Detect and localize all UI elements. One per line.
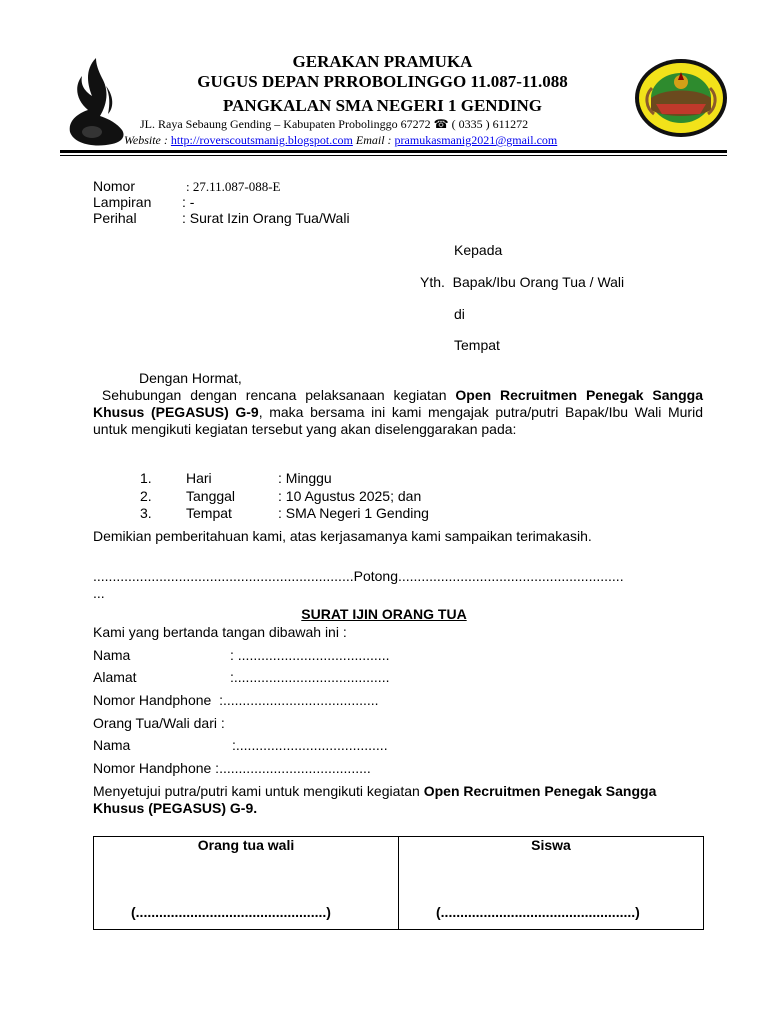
header-address: JL. Raya Sebaung Gending – Kabupaten Probolinggo 67272 ☎ ( 0335 ) 611272 [140,117,529,131]
form-intro: Kami yang bertanda tangan dibawah ini : [93,624,347,640]
kepada: Kepada [454,242,503,258]
salam: Dengan Hormat, [139,370,242,386]
lampiran-label: Lampiran [93,194,152,210]
perihal-label: Perihal [93,210,137,226]
list-item-value: : Minggu [278,470,332,486]
parent-signature-line[interactable]: (.................................................) [131,904,331,920]
hp-field[interactable]: Nomor Handphone :........................................ [93,692,379,708]
form-title: SURAT IJIN ORANG TUA [301,606,467,622]
alamat-label: Alamat [93,669,137,685]
lampiran-value: : - [182,194,195,210]
yth: Yth. Bapak/Ibu Orang Tua / Wali [420,274,625,290]
di: di [454,306,465,322]
hp-siswa-field[interactable]: Nomor Handphone :....................................... [93,760,371,776]
header-rule-thin [60,155,727,156]
list-item-label: Tanggal [186,488,236,504]
nomor-label: Nomor [93,178,136,194]
cut-line: ...................................................................Potong.......................................................... [93,568,624,584]
signature-table [93,836,704,930]
list-item-value: : SMA Negeri 1 Gending [278,505,429,521]
perihal-value: : Surat Izin Orang Tua/Wali [182,210,350,226]
header-line2: GUGUS DEPAN PRROBOLINGGO 11.087-11.088 [197,72,568,91]
header-rule-thick [60,150,727,153]
website-link[interactable]: http://roverscoutsmanig.blogspot.com [170,133,353,147]
nama-siswa-field[interactable]: :....................................... [232,737,388,753]
consent-event: Open Recruitmen Penegak Sangga Khusus (PEGASUS) G-9. [93,783,657,816]
student-column-title: Siswa [531,837,571,853]
event-name: Open Recruitmen Penegak Sangga Khusus (PEGASUS) G-9 [93,387,703,420]
ortu-label: Orang Tua/Wali dari : [93,715,225,731]
pangkalan-emblem-logo [634,58,728,138]
website-label: Website : [124,133,168,147]
header-line1: GERAKAN PRAMUKA [292,52,473,71]
nama-label: Nama [93,647,131,663]
parent-column-title: Orang tua wali [197,837,295,853]
consent-pre: Menyetujui putra/putri kami untuk mengikuti kegiatan [93,783,424,799]
email-link[interactable]: pramukasmanig2021@gmail.com [394,133,558,147]
consent-paragraph [93,783,693,817]
cut-line-end: ... [93,585,105,601]
closing-sentence: Demikian pemberitahuan kami, atas kerjasamanya kami sampaikan terimakasih. [93,528,592,544]
nama-field[interactable]: : ....................................... [230,647,390,663]
signature-cell-student [399,837,703,929]
list-item-num: 1. [140,470,152,486]
nama-siswa-label: Nama [93,737,131,753]
list-item-num: 2. [140,488,152,504]
list-item-label: Tempat [186,505,232,521]
tempat: Tempat [454,337,500,353]
list-item-num: 3. [140,505,152,521]
para-pre: Sehubungan dengan rencana pelaksanaan kegiatan [93,387,456,403]
student-signature-line[interactable]: (..................................................) [436,904,640,920]
email-label: Email : [355,133,392,147]
header-line3: PANGKALAN SMA NEGERI 1 GENDING [223,96,542,115]
nomor-value: : 27.11.087-088-E [186,179,281,194]
signature-cell-parent [94,837,398,929]
list-item-value: : 10 Agustus 2025; dan [278,488,422,504]
opening-paragraph [93,387,703,438]
header-contact [124,133,557,148]
list-item-label: Hari [186,470,212,486]
para-post: , maka bersama ini kami mengajak putra/putri Bapak/Ibu Wali Murid untuk mengikuti kegiatan tersebut yang akan diselenggarakan pada: [93,404,703,437]
alamat-field[interactable]: :........................................ [230,669,390,685]
